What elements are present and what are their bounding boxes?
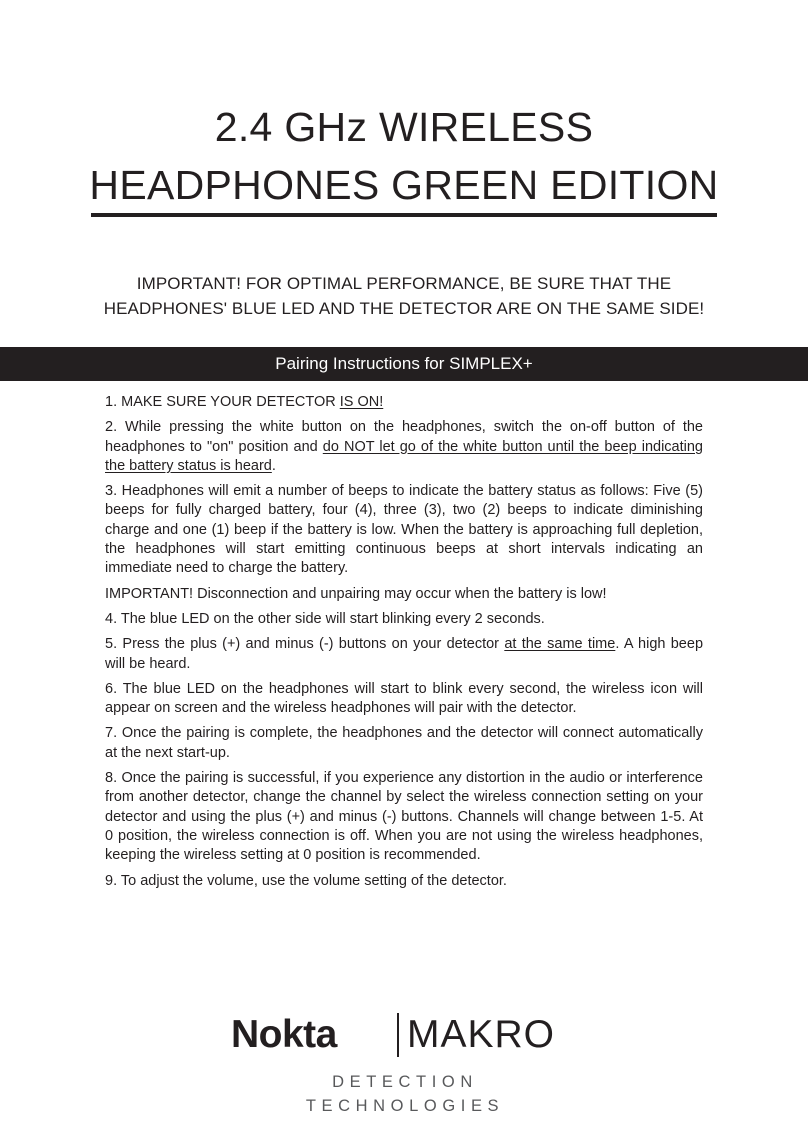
important-notice-line-2: HEADPHONES' BLUE LED AND THE DETECTOR ARE ON THE SAME SIDE! (103, 299, 705, 318)
section-banner: Pairing Instructions for SIMPLEX+ (0, 347, 808, 381)
step-1-emphasis: IS ON! (339, 394, 384, 410)
step-2-emphasis: do NOT let go of the white button until the beep indicating the battery status is heard (105, 438, 703, 474)
step-5-emphasis: at the same time (504, 636, 616, 653)
title-line-1: 2.4 GHz WIRELESS (214, 104, 594, 150)
important-notice-line-1: IMPORTANT! FOR OPTIMAL PERFORMANCE, BE SURE THAT THE (136, 274, 672, 293)
instruction-steps (105, 393, 703, 897)
step-3: 3. Headphones will emit a number of beeps to indicate the battery status as follows: Five (5) beeps for fully charged battery, four (4), three (3), two (2) beeps to indicate diminishing charge and one (1) beep if the battery is low. When the battery is approaching full depletion, the headphones will start emitting continuous beeps at short intervals indicating an immediate need to charge the battery. (105, 483, 703, 577)
step-1: 1. MAKE SURE YOUR DETECTOR IS ON! (105, 394, 384, 410)
brand-divider (397, 1013, 399, 1057)
document-title (0, 98, 808, 214)
important-notice (0, 271, 808, 321)
brand-name-nokta: Nokta (231, 1013, 337, 1056)
title-underline-rule (91, 213, 717, 217)
brand-wordmark (229, 1011, 581, 1059)
brand-name-makro: MAKRO (407, 1013, 556, 1056)
brand-logo (229, 1011, 581, 1115)
step-5: 5. Press the plus (+) and minus (-) buttons on your detector at the same time. A high beep will be heard. (105, 636, 704, 672)
step-4: 4. The blue LED on the other side will start blinking every 2 seconds. (105, 610, 545, 627)
step-9: 9. To adjust the volume, use the volume setting of the detector. (105, 872, 507, 889)
battery-warning: IMPORTANT! Disconnection and unpairing may occur when the battery is low! (105, 585, 607, 602)
title-line-2: HEADPHONES GREEN EDITION (89, 162, 719, 208)
step-6: 6. The blue LED on the headphones will start to blink every second, the wireless icon will appear on screen and the wireless headphones will pair with the detector. (105, 680, 703, 717)
step-2: 2. While pressing the white button on the headphones, switch the on-off button of the headphones to "on" position and do NOT let go of the white button until the beep indicating the battery status is heard. (105, 419, 703, 474)
brand-tagline: DETECTION TECHNOLOGIES (305, 1073, 505, 1115)
step-8: 8. Once the pairing is successful, if you experience any distortion in the audio or interference from another detector, change the channel by select the wireless connection setting on your detector and using the plus (+) and minus (-) buttons. Channels will change between 1-5. At 0 position, the wireless connection is off. When you are not using the wireless headphones, keeping the wireless setting at 0 position is recommended. (105, 770, 703, 864)
step-7: 7. Once the pairing is complete, the headphones and the detector will connect automatically at the next start-up. (105, 725, 703, 761)
